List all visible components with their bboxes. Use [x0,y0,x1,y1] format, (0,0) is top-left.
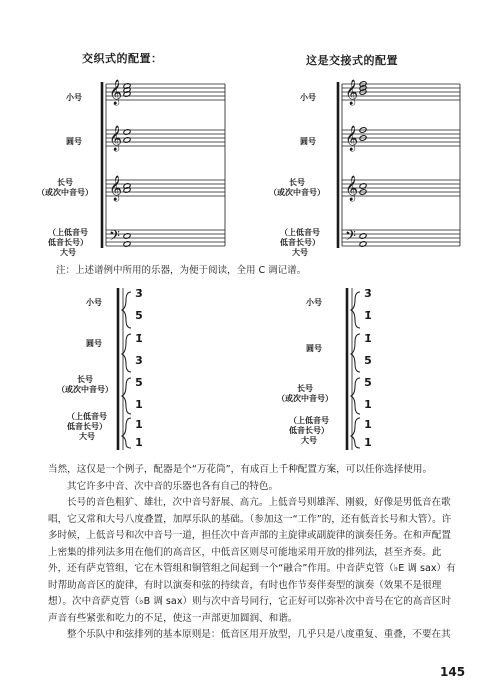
chord-trombone-right [361,376,375,412]
paragraph: 其它许多中音、次中音的乐器也各有自己的特色。 [67,480,279,492]
chord-note: 1̇ [135,332,143,345]
label-trombone-line1: 长号 [77,375,93,384]
bass-clef-icon: 𝄢 [109,228,120,248]
chord-trumpet-right [361,287,375,323]
chord-note: 5 [135,376,143,389]
chord-note: 1̇ [364,332,372,345]
chord-trombone-left [132,376,146,412]
label-horn-left: 圆号 [66,137,82,146]
body-text [48,462,460,644]
chord-note: 3 [135,354,143,367]
label-bass-line3: 大号 [292,248,308,257]
label-bass-line3: 大号 [60,248,76,257]
treble-clef-icon: 𝄞 [345,126,359,151]
chord-note-low: 1 [364,418,372,431]
note-line: 注：上述谱例中所用的乐器，为便于阅读，全用 C 调记谱。 [56,265,307,276]
treble-clef-icon: 𝄞 [345,80,359,105]
label-bass-line2: 低音长号） [280,238,320,247]
treble-clef-icon: 𝄞 [345,176,359,201]
num-label-trumpet-right: 小号 [306,298,322,307]
label-trombone-line2: （或次中音号） [57,385,113,394]
chord-horn-left [132,332,146,368]
label-bass-line2: 低音长号） [67,422,107,431]
num-label-horn-left: 圆号 [86,339,102,348]
chord-note: 1 [135,398,143,411]
label-bass-line1: （上低音号 [289,416,329,425]
heading-left: 交织式的配置： [82,52,163,65]
label-trombone-line2: （或次中音号） [37,188,93,197]
label-trombone-line1: 长号 [57,178,73,187]
label-bass-line1: （上低音号 [280,228,320,237]
chord-note: 5 [364,354,372,367]
label-bass-line1: （上低音号 [48,228,88,237]
paragraph: 整个乐队中和弦排列的基本原则是：低音区用开放型，几乎只是八度重复、重叠，不要在其 [67,629,451,640]
label-bass-line2: 低音长号） [48,238,88,247]
chord-note-low: 1 [364,436,372,449]
label-bass-line3: 大号 [79,432,95,441]
page-number: 145 [440,665,466,679]
chord-note: 3̇ [364,287,372,300]
label-bass-line3: 大号 [301,436,317,445]
chord-note: 5 [364,376,372,389]
label-bass-line2: 低音长号） [289,426,329,435]
label-trumpet-right: 小号 [300,93,316,102]
chord-note: 1 [364,398,372,411]
treble-clef-icon: 𝄞 [109,80,123,105]
chord-horn-right [361,332,375,368]
treble-clef-icon: 𝄞 [109,126,123,151]
chord-bass-right [361,418,375,450]
label-trombone-line1: 长号 [297,384,313,393]
chord-note: 5 [135,309,143,322]
chord-bass-left [132,418,146,450]
bass-clef-icon: 𝄢 [345,228,356,248]
label-trumpet-left: 小号 [66,93,82,102]
num-label-trumpet-left: 小号 [86,298,102,307]
label-trombone-line2: （或次中音号） [269,188,325,197]
chord-note: 1̇ [364,309,372,322]
number-brackets [0,280,501,455]
paragraph: 当然，这仅是一个例子，配器是个“万花筒”，有成百上千种配置方案，可以任你选择使用。 [48,464,433,475]
treble-clef-icon: 𝄞 [109,176,123,201]
chord-note: 3̇ [135,287,143,300]
staff-systems [0,0,501,270]
chord-trumpet-left [132,287,146,323]
label-horn-right: 圆号 [300,137,316,146]
label-bass-line1: （上低音号 [67,412,107,421]
paragraph: 长号的音色粗犷、雄壮，次中音号舒展、高亢。上低音号则雄浑、刚毅，好像是男低音在歌唱，它又常和大号八度叠置，加厚乐队的基础。（参加这一“工作”的，还有低音长号和大管）。许多时候，上低音号和次中音号一道，担任次中音声部的主旋律或副旋律的演奏任务。在和声配置上密集的排列法多用在他们的高音区，中低音区则尽可能地采用开放的排列法，甚至齐奏。此外，还有萨克管组，它在木管组和铜管组之间起到一个“融合”作用。中音萨克管（♭E 调 sax）有时帮助高音区的旋律，有时以演奏和弦的持续音，有时也作节奏伴奏型的演奏（效果不是很理想）。次中音萨克管（♭B 调 sax）则与次中音号同行，它正好可以弥补次中音号在它的高音区时声音有些紧张和吃力的不足，使这一声部更加圆润、和谐。 [48,497,456,624]
chord-note-low: 1 [135,436,143,449]
label-trombone-line1: 长号 [289,178,305,187]
num-label-horn-right: 圆号 [306,344,322,353]
chord-note-low: 1 [135,418,143,431]
label-trombone-line2: （或次中音号） [277,394,333,403]
heading-right: 这是交接式的配置 [306,54,398,67]
